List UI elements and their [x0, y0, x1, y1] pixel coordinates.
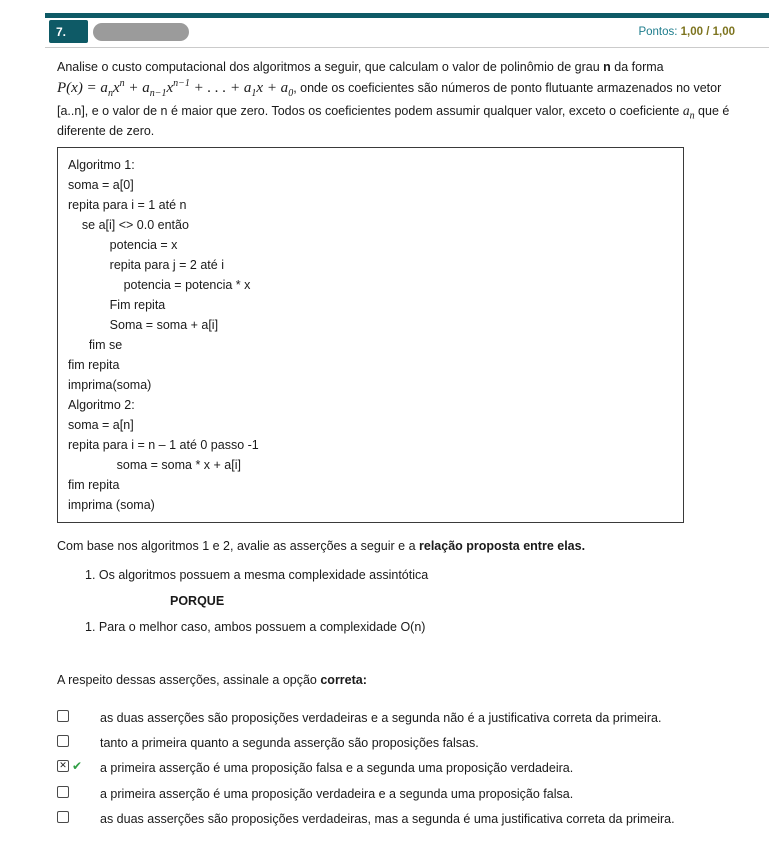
code-line: soma = a[n]: [68, 417, 134, 432]
code-line: se a[i] <> 0.0 então: [68, 217, 189, 232]
answer-option[interactable]: [57, 810, 739, 828]
checkbox[interactable]: [57, 786, 69, 798]
code-line: Soma = soma + a[i]: [68, 317, 219, 332]
question-text-part3: que é diferente de zero.: [57, 103, 730, 138]
answer-option[interactable]: [57, 734, 739, 752]
options-list: [57, 709, 739, 828]
code-line: repita para j = 2 até i: [68, 257, 224, 272]
formula-term: + . . . + a: [189, 80, 252, 97]
answer-option[interactable]: [57, 709, 739, 727]
checkbox[interactable]: [57, 710, 69, 722]
formula-subscript: 0: [288, 88, 294, 100]
formula-term: x: [166, 80, 174, 97]
code-line: Fim repita: [68, 297, 166, 312]
checkbox-column: [57, 759, 100, 772]
question-header: [49, 20, 769, 46]
polynomial-formula: [57, 78, 294, 100]
formula-subscript: n−1: [149, 88, 167, 100]
code-line: Algoritmo 2:: [68, 397, 135, 412]
points-label: Pontos:: [638, 26, 678, 38]
assertions-intro-bold: relação proposta entre elas.: [419, 538, 586, 553]
question-text-bold-n: n: [603, 60, 611, 74]
code-line: repita para i = 1 até n: [68, 197, 187, 212]
coefficient-base: a: [682, 102, 690, 118]
answer-prompt-bold: correta:: [320, 673, 367, 688]
assertion-2: 1. Para o melhor caso, ambos possuem a complexidade O(n): [85, 620, 426, 635]
answer-option[interactable]: [57, 759, 739, 777]
option-text: a primeira asserção é uma proposição verdadeira e a segunda uma proposição falsa.: [100, 786, 574, 801]
question-text-part1: Analise o custo computacional dos algoritmos a seguir, que calculam o valor de polinômio de grau: [57, 60, 604, 74]
question-text-part2: , onde os coeficientes são números de ponto flutuante armazenados no vetor [a..n], e o valor de n é maior que zero. Todos os coeficientes podem assumir qualquer valor, exceto o coeficiente: [57, 81, 722, 118]
checkbox-column: [57, 810, 100, 823]
checkbox-column: [57, 734, 100, 747]
option-text: tanto a primeira quanto a segunda asserção são proposições falsas.: [100, 736, 479, 751]
formula-term: P(x) = a: [57, 80, 108, 97]
code-line: repita para i = n – 1 até 0 passo -1: [68, 437, 259, 452]
coefficient-an: [682, 102, 695, 122]
option-text: as duas asserções são proposições verdadeiras, mas a segunda é uma justificativa correta da primeira.: [100, 811, 675, 826]
answer-prompt: [57, 673, 739, 687]
assertions-intro-text: Com base nos algoritmos 1 e 2, avalie as asserções a seguir e a: [57, 538, 419, 553]
checkbox[interactable]: [57, 811, 69, 823]
code-line: fim repita: [68, 357, 120, 372]
points-display: [638, 26, 735, 38]
formula-term: x + a: [256, 80, 289, 97]
points-value: 1,00 / 1,00: [680, 26, 735, 38]
code-line: soma = soma * x + a[i]: [68, 457, 241, 472]
formula-superscript: n: [119, 78, 125, 90]
code-line: soma = a[0]: [68, 177, 134, 192]
checkbox-column: [57, 785, 100, 798]
answer-option[interactable]: [57, 785, 739, 803]
code-line: Algoritmo 1:: [68, 157, 135, 172]
algorithms-code-box: [57, 147, 684, 523]
formula-subscript: 1: [251, 88, 257, 100]
code-line: imprima (soma): [68, 497, 155, 512]
coefficient-subscript: n: [689, 110, 695, 122]
code-line: imprima(soma): [68, 377, 152, 392]
question-text: [57, 58, 737, 141]
question-text-part1b: da forma: [610, 60, 664, 74]
code-line: fim repita: [68, 477, 120, 492]
formula-term: + a: [124, 80, 150, 97]
formula-term: x: [112, 80, 120, 97]
assertions-intro: [57, 537, 739, 556]
header-divider: [45, 47, 769, 48]
student-name-redacted: [93, 23, 189, 41]
assertion-connector: PORQUE: [170, 594, 225, 609]
checkbox-column: [57, 709, 100, 722]
formula-superscript: n−1: [173, 78, 190, 90]
code-line: potencia = x: [68, 237, 178, 252]
answer-prompt-text: A respeito dessas asserções, assinale a opção: [57, 673, 321, 688]
top-accent-bar: [45, 13, 769, 18]
assertion-1: 1. Os algoritmos possuem a mesma complexidade assintótica: [85, 567, 429, 582]
option-text: as duas asserções são proposições verdadeiras e a segunda não é a justificativa correta da primeira.: [100, 711, 662, 726]
checkbox[interactable]: [57, 735, 69, 747]
formula-subscript: n: [107, 88, 113, 100]
code-line: fim se: [68, 337, 123, 352]
code-line: potencia = potencia * x: [68, 277, 251, 292]
question-number-badge: 7.: [49, 20, 88, 43]
checkbox[interactable]: ✕: [57, 760, 69, 772]
option-text: a primeira asserção é uma proposição falsa e a segunda uma proposição verdadeira.: [100, 761, 574, 776]
question-content: [57, 54, 739, 835]
correct-check-icon: ✔: [72, 759, 83, 774]
